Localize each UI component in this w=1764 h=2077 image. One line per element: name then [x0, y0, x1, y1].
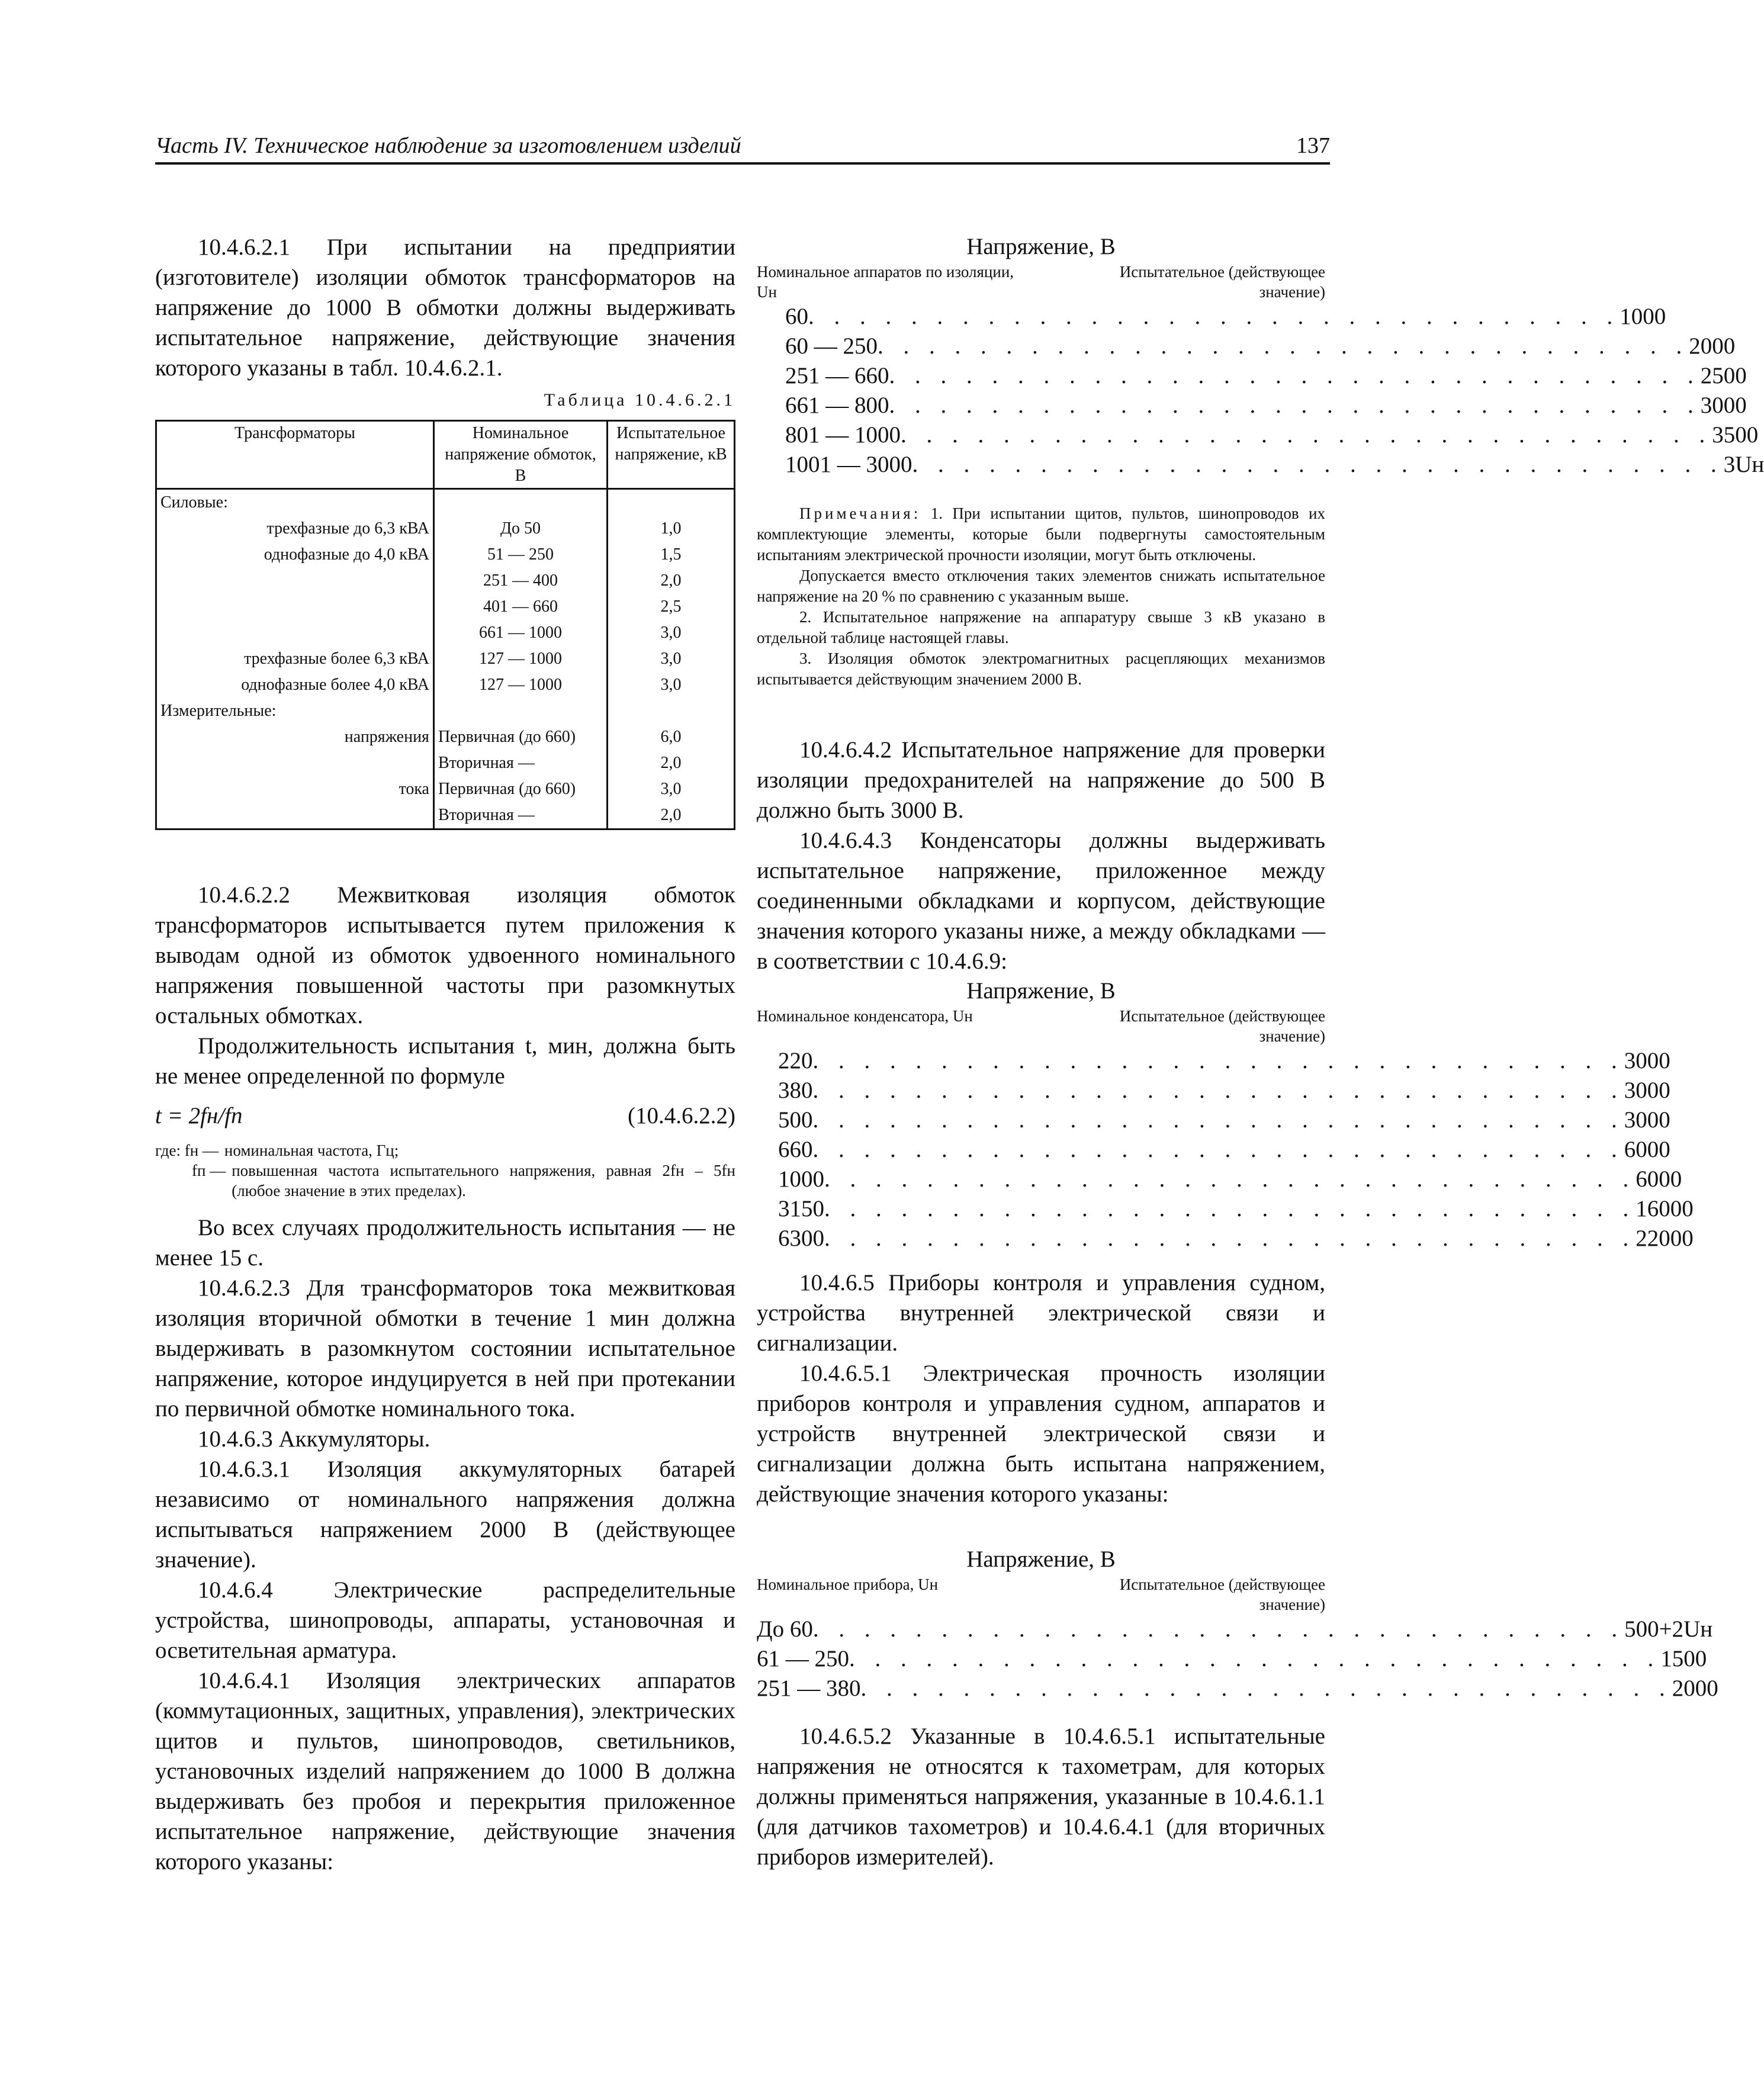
voltage-range: До 60 — [757, 1616, 813, 1642]
table-cell: 3,0 — [660, 623, 682, 642]
table-row — [156, 568, 735, 594]
voltage-row: 661 — 800 . . . . . . . . . . . . . . . . . . . . . . . . . . . . . . . . 3000 — [785, 391, 1325, 420]
table-cell: 3,0 — [660, 676, 682, 694]
table-row — [156, 698, 735, 724]
table-cell: 6,0 — [660, 728, 682, 746]
voltage-range: 60 — [785, 304, 808, 329]
paragraph-10-4-6-2-1: 10.4.6.2.1 При испытании на предприятии (изготовителе) изоляции обмоток трансформаторов на напряжение до 1000 В обмотки должны выдерживать испытательное напряжение, действующие значения которого указаны в табл. 10.4.6.2.1. — [155, 234, 735, 381]
table-cell: 251 — 400 — [433, 568, 607, 594]
voltage-range: 661 — 800 — [785, 393, 889, 418]
heading-10-4-6-4: 10.4.6.4 Электрические распределительные устройства, шинопроводы, аппараты, установочная и осветительная арматура. — [155, 1577, 735, 1663]
heading-10-4-6-5: 10.4.6.5 Приборы контроля и управления судном, устройства внутренней электрической связи и сигнализации. — [757, 1270, 1325, 1356]
voltage-range: 251 — 660 — [785, 363, 889, 388]
paragraph-min-duration: Во всех случаях продолжительность испытания — не менее 15 с. — [155, 1215, 735, 1271]
voltage-row: 251 — 660 . . . . . . . . . . . . . . . . . . . . . . . . . . . . . . . . 2500 — [785, 361, 1325, 391]
table-header: Испытательное напряжение, кВ — [608, 421, 735, 489]
formula-number: (10.4.6.2.2) — [628, 1103, 735, 1128]
table-cell — [608, 698, 735, 724]
left-column — [155, 232, 735, 1877]
paragraph-10-4-6-4-2: 10.4.6.4.2 Испытательное напряжение для проверки изоляции предохранителей на напряжение до 500 В должно быть 3000 В. — [757, 737, 1325, 823]
voltage-range: 1000 — [778, 1166, 824, 1192]
table-cell: однофазные до 4,0 кВА — [156, 542, 434, 568]
voltage-range: 60 — 250 — [785, 333, 878, 359]
table-row — [156, 620, 735, 646]
table-cell: 3,0 — [660, 780, 682, 798]
right-column — [757, 232, 1764, 1872]
table-row — [156, 516, 735, 542]
table-row — [156, 542, 735, 568]
formula-expression: t = 2fн/fп — [155, 1103, 243, 1128]
table-caption: Таблица 10.4.6.2.1 — [544, 390, 735, 410]
heading-10-4-6-3: 10.4.6.3 Аккумуляторы. — [198, 1426, 430, 1452]
paragraph-10-4-6-5-2: 10.4.6.5.2 Указанные в 10.4.6.5.1 испытательные напряжения не относятся к тахометрам, для которых должны применяться напряжения, указанные в 10.4.6.1.1 (для датчиков тахометров) и 10.4.6.4.1 (для вторичных приборов измерителей). — [757, 1724, 1325, 1870]
voltage-row: 60 — 250 . . . . . . . . . . . . . . . . . . . . . . . . . . . . . . . . 2000 — [785, 332, 1325, 361]
formula-legend — [155, 1140, 735, 1201]
table-cell: 661 — 1000 — [433, 620, 607, 646]
voltage-table-2-title: Напряжение, В — [966, 978, 1116, 1004]
formula — [155, 1101, 735, 1131]
table-row — [156, 750, 735, 776]
table-cell: 3,0 — [660, 650, 682, 668]
table-cell: тока — [156, 776, 434, 802]
voltage-value: 1000 — [1620, 304, 1666, 329]
paragraph-duration: Продолжительность испытания t, мин, должна быть не менее определенной по формуле — [155, 1033, 735, 1089]
table-cell: 1,5 — [660, 545, 682, 564]
table-cell: трехфазные до 6,3 кВА — [156, 516, 434, 542]
table-row — [156, 724, 735, 750]
table-cell: Первичная (до 660) — [433, 724, 607, 750]
table-cell: Измерительные: — [156, 698, 434, 724]
voltage-value: 2500 — [1700, 363, 1747, 388]
voltage-row: 500 . . . . . . . . . . . . . . . . . . . . . . . . . . . . . . . . 3000 — [778, 1105, 1325, 1135]
paragraph-10-4-6-5-1: 10.4.6.5.1 Электрическая прочность изоляции приборов контроля и управления судном, аппаратов и устройств внутренней электрической связи и сигнализации должна быть испытана напряжением, действующие значения которого указаны: — [757, 1361, 1325, 1507]
table-cell: Вторичная — — [433, 802, 607, 829]
voltage-value: 3000 — [1624, 1048, 1670, 1073]
voltage-row: До 60 . . . . . . . . . . . . . . . . . . . . . . . . . . . . . . . . 500+2Uн — [757, 1615, 1325, 1644]
voltage-range: 251 — 380 — [757, 1676, 861, 1701]
table-cell: Первичная (до 660) — [433, 776, 607, 802]
table-cell: 2,5 — [660, 597, 682, 616]
voltage-table-1 — [757, 302, 1764, 480]
notes-label: Примечания: — [799, 504, 921, 522]
table-cell: 1,0 — [660, 519, 682, 538]
voltage-value: 3000 — [1700, 393, 1747, 418]
voltage-value: 500+2Uн — [1624, 1616, 1713, 1642]
page-number: 137 — [1296, 133, 1330, 158]
table-cell: До 50 — [433, 516, 607, 542]
voltage-range: 380 — [778, 1078, 813, 1103]
table-cell: Вторичная — — [433, 750, 607, 776]
table-cell — [156, 750, 434, 776]
table-cell: 127 — 1000 — [433, 672, 607, 698]
table-cell — [433, 698, 607, 724]
notes-block — [757, 503, 1325, 690]
voltage-row: 3150 . . . . . . . . . . . . . . . . . . . . . . . . . . . . . . . . 16000 — [778, 1194, 1325, 1224]
table-row — [156, 646, 735, 672]
paragraph-10-4-6-4-3: 10.4.6.4.3 Конденсаторы должны выдерживать испытательное напряжение, приложенное между соединенными обкладками и корпусом, действующие значения которого указаны ниже, а между обкладками — в соответствии с 10.4.6.9: — [757, 828, 1325, 974]
table-cell: 127 — 1000 — [433, 646, 607, 672]
voltage-value: 3Uн — [1723, 452, 1764, 477]
table-row — [156, 776, 735, 802]
voltage-table-2 — [757, 1046, 1694, 1253]
legend-row — [155, 1140, 735, 1160]
table-header-row — [156, 421, 735, 489]
legend-symbol: fп — — [192, 1162, 226, 1179]
table-cell — [156, 620, 434, 646]
voltage-row: 220 . . . . . . . . . . . . . . . . . . . . . . . . . . . . . . . . 3000 — [778, 1046, 1325, 1076]
voltage-row: 1001 — 3000 . . . . . . . . . . . . . . . . . . . . . . . . . . . . . . . . 3Uн — [785, 450, 1325, 480]
voltage-value: 2000 — [1689, 333, 1736, 359]
voltage-range: 1001 — 3000 — [785, 452, 912, 477]
table-cell: однофазные более 4,0 кВА — [156, 672, 434, 698]
voltage-range: 6300 — [778, 1226, 824, 1251]
voltage-row: 660 . . . . . . . . . . . . . . . . . . . . . . . . . . . . . . . . 6000 — [778, 1135, 1325, 1165]
voltage-range: 500 — [778, 1107, 813, 1133]
voltage-value: 1500 — [1660, 1646, 1707, 1671]
voltage-table-header-left: Номинальное аппаратов по изоляции, Uн — [757, 263, 1014, 301]
voltage-range: 61 — 250 — [757, 1646, 849, 1671]
table-cell — [156, 594, 434, 620]
voltage-row: 6300 . . . . . . . . . . . . . . . . . . . . . . . . . . . . . . . . 22000 — [778, 1224, 1325, 1253]
table-cell: трехфазные более 6,3 кВА — [156, 646, 434, 672]
table-cell: Силовые: — [156, 489, 434, 516]
voltage-row: 61 — 250 . . . . . . . . . . . . . . . . . . . . . . . . . . . . . . . . 1500 — [757, 1644, 1325, 1674]
table-cell: напряжения — [156, 724, 434, 750]
note-3: 3. Изоляция обмоток электромагнитных расцепляющих механизмов испытывается действующим значением 2000 В. — [757, 650, 1325, 688]
voltage-table-3 — [757, 1615, 1718, 1703]
paragraph-10-4-6-3-1: 10.4.6.3.1 Изоляция аккумуляторных батарей независимо от номинального напряжения должна испытываться напряжением 2000 В (действующее значение). — [155, 1457, 735, 1573]
voltage-table-1-header — [757, 262, 1325, 302]
voltage-range: 220 — [778, 1048, 813, 1073]
table-row — [156, 672, 735, 698]
paragraph-10-4-6-2-3: 10.4.6.2.3 Для трансформаторов тока межвитковая изоляция вторичной обмотки в течение 1 мин должна выдерживать в разомкнутом состоянии испытательное напряжение, которое индуцируется в ней при протекании по первичной обмотке номинального тока. — [155, 1275, 735, 1422]
voltage-table-header-left: Номинальное прибора, Uн — [757, 1576, 939, 1593]
voltage-row: 251 — 380 . . . . . . . . . . . . . . . . . . . . . . . . . . . . . . . . 2000 — [757, 1674, 1325, 1703]
voltage-table-3-title: Напряжение, В — [966, 1547, 1116, 1572]
table-row — [156, 489, 735, 516]
voltage-row: 60 . . . . . . . . . . . . . . . . . . . . . . . . . . . . . . . . 1000 — [785, 302, 1325, 332]
page-header — [155, 129, 1330, 165]
note-1 — [757, 503, 1325, 565]
voltage-row: 1000 . . . . . . . . . . . . . . . . . . . . . . . . . . . . . . . . 6000 — [778, 1165, 1325, 1194]
table-cell: 2,0 — [660, 806, 682, 824]
voltage-range: 801 — 1000 — [785, 422, 901, 448]
table-cell: 401 — 660 — [433, 594, 607, 620]
legend-row — [155, 1160, 735, 1201]
paragraph-10-4-6-4-1: 10.4.6.4.1 Изоляция электрических аппаратов (коммутационных, защитных, управления), электрических щитов и пультов, шинопроводов, светильников, установочных изделий напряжением до 1000 В должна выдерживать без пробоя и перекрытия приложенное испытательное напряжение, действующие значения которого указаны: — [155, 1668, 735, 1875]
voltage-value: 3000 — [1624, 1107, 1670, 1133]
voltage-value: 2000 — [1672, 1676, 1718, 1701]
table-header: Трансформаторы — [156, 421, 434, 489]
table-cell: 2,0 — [660, 571, 682, 590]
legend-text: номинальная частота, Гц; — [224, 1142, 399, 1159]
table-row — [156, 594, 735, 620]
table-cell — [156, 568, 434, 594]
running-title: Часть IV. Техническое наблюдение за изготовлением изделий — [155, 133, 741, 158]
paragraph-10-4-6-2-2: 10.4.6.2.2 Межвитковая изоляция обмоток трансформаторов испытывается путем приложения к выводам одной из обмоток удвоенного номинального напряжения повышенной частоты при разомкнутых остальных обмотках. — [155, 882, 735, 1028]
voltage-table-1-title: Напряжение, В — [966, 234, 1116, 259]
table-cell — [156, 802, 434, 829]
voltage-row: 380 . . . . . . . . . . . . . . . . . . . . . . . . . . . . . . . . 3000 — [778, 1076, 1325, 1105]
voltage-table-header-left: Номинальное конденсатора, Uн — [757, 1007, 973, 1025]
voltage-value: 6000 — [1624, 1137, 1670, 1162]
note-1b: Допускается вместо отключения таких элементов снижать испытательное напряжение на 20 % по сравнению с указанным выше. — [757, 567, 1325, 605]
legend-text: повышенная частота испытательного напряжения, равная 2fн – 5fн (любое значение в этих пределах). — [232, 1162, 735, 1200]
transformers-table — [155, 420, 735, 830]
note-2: 2. Испытательное напряжение на аппаратуру свыше 3 кВ указано в отдельной таблице настоящей главы. — [757, 608, 1325, 647]
voltage-table-header-right: Испытательное (действующее значение) — [1119, 263, 1325, 301]
table-cell — [433, 489, 607, 516]
voltage-value: 22000 — [1636, 1226, 1694, 1251]
voltage-table-header-right: Испытательное (действующее значение) — [1119, 1007, 1325, 1045]
note-1-text: 1. При испытании щитов, пультов, шинопроводов их комплектующие элементы, которые были подвергнуты самостоятельным испытаниям электрической прочности изоляции, могут быть отключены. — [757, 504, 1326, 564]
table-row — [156, 802, 735, 829]
voltage-table-header-right: Испытательное (действующее значение) — [1119, 1576, 1325, 1613]
table-cell — [608, 489, 735, 516]
table-header: Номинальное напряжение обмоток, В — [433, 421, 607, 489]
voltage-value: 6000 — [1636, 1166, 1682, 1192]
voltage-row: 801 — 1000 . . . . . . . . . . . . . . . . . . . . . . . . . . . . . . . . 3500 — [785, 420, 1325, 450]
voltage-table-3-header — [757, 1574, 1325, 1615]
voltage-table-2-header — [757, 1006, 1325, 1046]
voltage-value: 3000 — [1624, 1078, 1670, 1103]
voltage-value: 3500 — [1712, 422, 1759, 448]
table-cell: 51 — 250 — [433, 542, 607, 568]
legend-symbol: где: fн — — [155, 1142, 219, 1159]
table-cell: 2,0 — [660, 754, 682, 772]
voltage-value: 16000 — [1636, 1196, 1694, 1221]
voltage-range: 3150 — [778, 1196, 824, 1221]
voltage-range: 660 — [778, 1137, 813, 1162]
